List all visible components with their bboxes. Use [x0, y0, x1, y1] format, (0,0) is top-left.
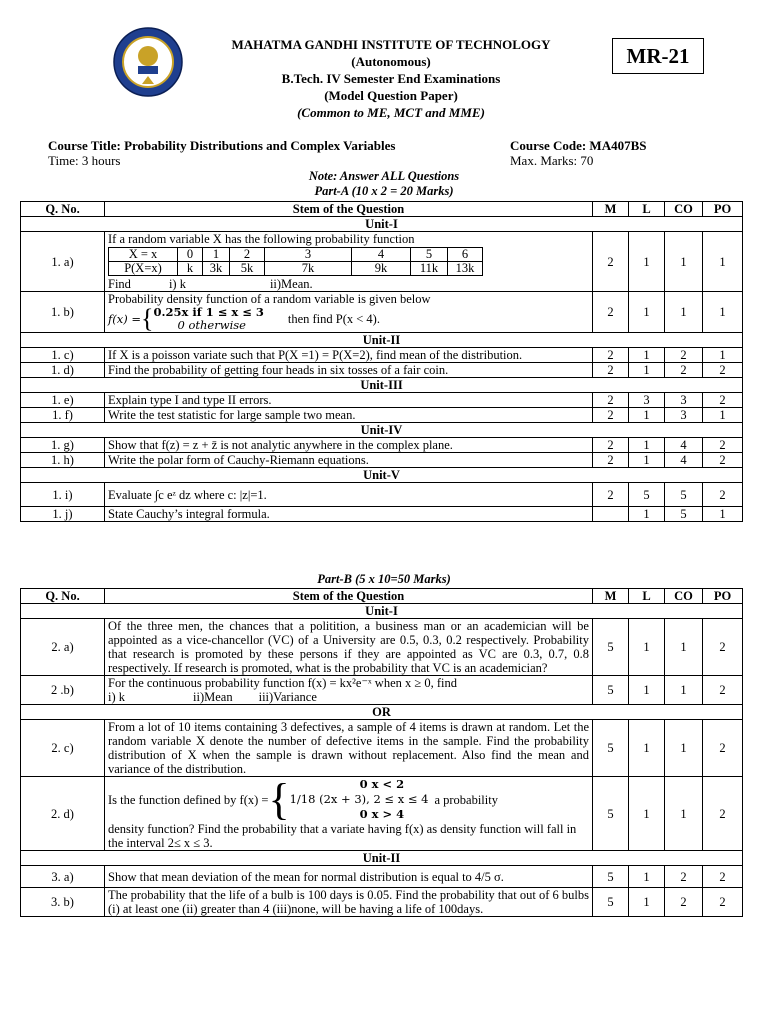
unit-heading: Unit-I	[21, 604, 743, 619]
program-outcome: 2	[703, 888, 743, 917]
question-text: For the continuous probability function f(x) = kx²e⁻ˣ when x ≥ 0, find	[108, 676, 457, 690]
question-text: State Cauchy’s integral formula.	[105, 507, 593, 522]
level: 1	[629, 507, 665, 522]
table-row	[21, 483, 743, 507]
find-label: Find	[108, 277, 131, 291]
question-number: 1. c)	[21, 348, 105, 363]
level: 1	[629, 866, 665, 888]
course-outcome: 3	[665, 393, 703, 408]
program-outcome: 2	[703, 453, 743, 468]
course-title: Course Title: Probability Distributions and Complex Variables	[48, 138, 396, 153]
col-po: PO	[703, 589, 743, 604]
course-outcome: 2	[665, 866, 703, 888]
unit-heading: Unit-II	[21, 851, 743, 866]
question-text: Write the polar form of Cauchy-Riemann equations.	[105, 453, 593, 468]
col-m: M	[593, 202, 629, 217]
regulation-code: MR-21	[612, 38, 704, 74]
question-number: 1. e)	[21, 393, 105, 408]
pf-cell: X = x	[109, 248, 178, 262]
program-outcome: 2	[703, 777, 743, 851]
pf-cell: 3	[265, 248, 352, 262]
probability-table	[108, 247, 483, 276]
find-i: i) k	[168, 277, 186, 291]
question-number: 1. g)	[21, 438, 105, 453]
question-number: 3. a)	[21, 866, 105, 888]
fx-label: f(x) =	[108, 312, 142, 326]
col-stem: Stem of the Question	[105, 589, 593, 604]
level: 1	[629, 777, 665, 851]
table-row	[21, 676, 743, 705]
table-row	[21, 619, 743, 676]
question-text: From a lot of 10 items containing 3 defectives, a sample of 4 items is drawn at random. Let the random variable X denote the number of defective items in the sample. Find the probability distribution of X when the sample is drawn without replacement. Also find the mean and variance of the distribution.	[105, 720, 593, 777]
level: 1	[629, 348, 665, 363]
question-stem	[105, 232, 593, 292]
sub-iii: iii)Variance	[258, 690, 317, 704]
question-number: 3. b)	[21, 888, 105, 917]
table-header-row	[21, 589, 743, 604]
question-stem	[105, 292, 593, 333]
col-qno: Q. No.	[21, 202, 105, 217]
part-b-table	[20, 588, 743, 917]
question-number: 1. f)	[21, 408, 105, 423]
find-ii: ii)Mean.	[269, 277, 313, 291]
course-outcome: 5	[665, 507, 703, 522]
level: 1	[629, 292, 665, 333]
pf-cell: 1	[203, 248, 230, 262]
marks: 5	[593, 720, 629, 777]
marks: 2	[593, 438, 629, 453]
marks: 2	[593, 348, 629, 363]
question-number: 1. i)	[21, 483, 105, 507]
level: 1	[629, 408, 665, 423]
pf-cell: 5k	[230, 262, 265, 276]
level: 1	[629, 676, 665, 705]
col-qno: Q. No.	[21, 589, 105, 604]
part-b-heading: Part-B (5 x 10=50 Marks)	[317, 572, 451, 586]
course-outcome: 3	[665, 408, 703, 423]
table-row	[21, 888, 743, 917]
institute-logo-seal	[112, 26, 184, 98]
table-row	[21, 292, 743, 333]
program-outcome: 1	[703, 232, 743, 292]
pf-cell: 13k	[448, 262, 483, 276]
col-l: L	[629, 589, 665, 604]
program-outcome: 2	[703, 619, 743, 676]
level: 1	[629, 888, 665, 917]
col-m: M	[593, 589, 629, 604]
unit-heading: Unit-IV	[21, 423, 743, 438]
program-outcome: 1	[703, 348, 743, 363]
note: Note: Answer ALL Questions	[308, 169, 460, 183]
table-row	[21, 363, 743, 378]
pf-cell: 11k	[411, 262, 448, 276]
question-number: 2. c)	[21, 720, 105, 777]
level: 1	[629, 453, 665, 468]
question-text: Of the three men, the chances that a politition, a business man or an academician will be appointed as a vice-chancellor (VC) of a University are 0.5, 0.3, 0.2 respectively. Probability that research is promoted by these persons if they are appointed as VC are 0.3, 0.7, 0.8 respectively. If research is promoted, what is the probability that VC is an academician?	[105, 619, 593, 676]
table-row	[21, 232, 743, 292]
col-co: CO	[665, 202, 703, 217]
autonomous-label: (Autonomous)	[351, 54, 431, 69]
pf-cell: 9k	[352, 262, 411, 276]
marks: 5	[593, 676, 629, 705]
brace: {	[268, 774, 290, 824]
col-l: L	[629, 202, 665, 217]
then-find: then find P(x < 4).	[287, 312, 380, 326]
case-2: 0 otherwise	[177, 318, 246, 332]
marks: 2	[593, 453, 629, 468]
marks: 2	[593, 363, 629, 378]
question-text: If X is a poisson variate such that P(X =1) = P(X=2), find mean of the distribution.	[105, 348, 593, 363]
marks: 2	[593, 408, 629, 423]
table-row	[21, 393, 743, 408]
col-co: CO	[665, 589, 703, 604]
question-number: 2 .b)	[21, 676, 105, 705]
exam-name: B.Tech. IV Semester End Examinations	[281, 71, 501, 86]
question-text: Explain type I and type II errors.	[105, 393, 593, 408]
marks: 5	[593, 866, 629, 888]
question-stem	[105, 774, 593, 851]
course-info	[48, 138, 728, 168]
case-2: 1/18 (2x + 3), 2 ≤ x ≤ 4	[289, 792, 429, 806]
table-header-row	[21, 202, 743, 217]
level: 5	[629, 483, 665, 507]
or-separator: OR	[21, 705, 743, 720]
exam-header	[190, 36, 592, 121]
question-number: 1. d)	[21, 363, 105, 378]
program-outcome: 1	[703, 507, 743, 522]
unit-heading: Unit-V	[21, 468, 743, 483]
marks: 2	[593, 232, 629, 292]
question-text: Show that f(z) = z + z̄ is not analytic anywhere in the complex plane.	[105, 438, 593, 453]
question-text: Find the probability of getting four heads in six tosses of a fair coin.	[105, 363, 593, 378]
program-outcome: 2	[703, 720, 743, 777]
program-outcome: 2	[703, 483, 743, 507]
marks: 2	[593, 393, 629, 408]
pf-cell: 3k	[203, 262, 230, 276]
brace: {	[141, 304, 154, 333]
marks	[593, 507, 629, 522]
level: 1	[629, 720, 665, 777]
program-outcome: 1	[703, 408, 743, 423]
level: 1	[629, 619, 665, 676]
sub-i: i) k	[108, 690, 126, 704]
program-outcome: 2	[703, 363, 743, 378]
course-outcome: 1	[665, 777, 703, 851]
col-po: PO	[703, 202, 743, 217]
question-number: 1. h)	[21, 453, 105, 468]
program-outcome: 2	[703, 438, 743, 453]
course-code: Course Code: MA407BS	[510, 138, 647, 153]
question-text: Evaluate ∫c eᶻ dz where c: |z|=1.	[105, 483, 593, 507]
table-row	[21, 408, 743, 423]
course-outcome: 2	[665, 348, 703, 363]
question-number: 1. a)	[21, 232, 105, 292]
level: 1	[629, 363, 665, 378]
common-branches: (Common to ME, MCT and MME)	[297, 105, 485, 120]
question-text: Show that mean deviation of the mean for normal distribution is equal to 4/5 σ.	[105, 866, 593, 888]
pf-cell: 6	[448, 248, 483, 262]
exam-time: Time: 3 hours	[48, 153, 121, 168]
course-outcome: 4	[665, 453, 703, 468]
question-number: 2. d)	[21, 777, 105, 851]
pf-cell: 2	[230, 248, 265, 262]
program-outcome: 2	[703, 676, 743, 705]
table-row	[21, 348, 743, 363]
marks: 5	[593, 888, 629, 917]
question-number: 1. j)	[21, 507, 105, 522]
max-marks: Max. Marks: 70	[510, 153, 594, 168]
table-row	[21, 777, 743, 851]
question-text: If a random variable X has the following probability function	[108, 232, 415, 246]
question-text: Probability density function of a random variable is given below	[108, 292, 431, 306]
case-3: 0 x > 4	[359, 807, 405, 821]
course-outcome: 4	[665, 438, 703, 453]
pf-cell: 7k	[265, 262, 352, 276]
question-text: a probability	[434, 792, 498, 807]
course-outcome: 1	[665, 676, 703, 705]
question-text: density function? Find the probability that a variate having f(x) as density function will fall in the interval 2≤ x ≤ 3.	[108, 822, 577, 850]
table-row	[21, 720, 743, 777]
question-number: 2. a)	[21, 619, 105, 676]
program-outcome: 1	[703, 292, 743, 333]
pf-cell: 5	[411, 248, 448, 262]
pf-cell: k	[178, 262, 203, 276]
level: 1	[629, 232, 665, 292]
case-1: 0.25x if 1 ≤ x ≤ 3	[153, 305, 264, 319]
course-outcome: 1	[665, 232, 703, 292]
unit-heading: Unit-I	[21, 217, 743, 232]
course-outcome: 1	[665, 720, 703, 777]
program-outcome: 2	[703, 866, 743, 888]
table-row	[21, 866, 743, 888]
question-text: Write the test statistic for large sample two mean.	[105, 408, 593, 423]
marks: 5	[593, 619, 629, 676]
pf-cell: P(X=x)	[109, 262, 178, 276]
unit-heading: Unit-II	[21, 333, 743, 348]
question-number: 1. b)	[21, 292, 105, 333]
table-row	[21, 507, 743, 522]
level: 1	[629, 438, 665, 453]
marks: 5	[593, 777, 629, 851]
col-stem: Stem of the Question	[105, 202, 593, 217]
table-row	[21, 438, 743, 453]
question-text: Is the function defined by f(x) =	[108, 792, 269, 807]
course-outcome: 2	[665, 888, 703, 917]
part-a-heading: Part-A (10 x 2 = 20 Marks)	[314, 184, 454, 198]
case-1: 0 x < 2	[359, 777, 405, 791]
level: 3	[629, 393, 665, 408]
pf-cell: 4	[352, 248, 411, 262]
table-row	[21, 453, 743, 468]
program-outcome: 2	[703, 393, 743, 408]
marks: 2	[593, 483, 629, 507]
course-outcome: 5	[665, 483, 703, 507]
course-outcome: 1	[665, 292, 703, 333]
question-text: The probability that the life of a bulb is 100 days is 0.05. Find the probability that out of 6 bulbs (i) at least one (ii) greater than 4 (iii)none, will be having a life of 100days.	[105, 888, 593, 917]
paper-type: (Model Question Paper)	[324, 88, 458, 103]
institute-name: MAHATMA GANDHI INSTITUTE OF TECHNOLOGY	[231, 37, 551, 52]
course-outcome: 1	[665, 619, 703, 676]
marks: 2	[593, 292, 629, 333]
unit-heading: Unit-III	[21, 378, 743, 393]
part-a-table	[20, 201, 743, 522]
pf-cell: 0	[178, 248, 203, 262]
course-outcome: 2	[665, 363, 703, 378]
sub-ii: ii)Mean	[193, 690, 233, 704]
question-stem	[105, 676, 593, 705]
